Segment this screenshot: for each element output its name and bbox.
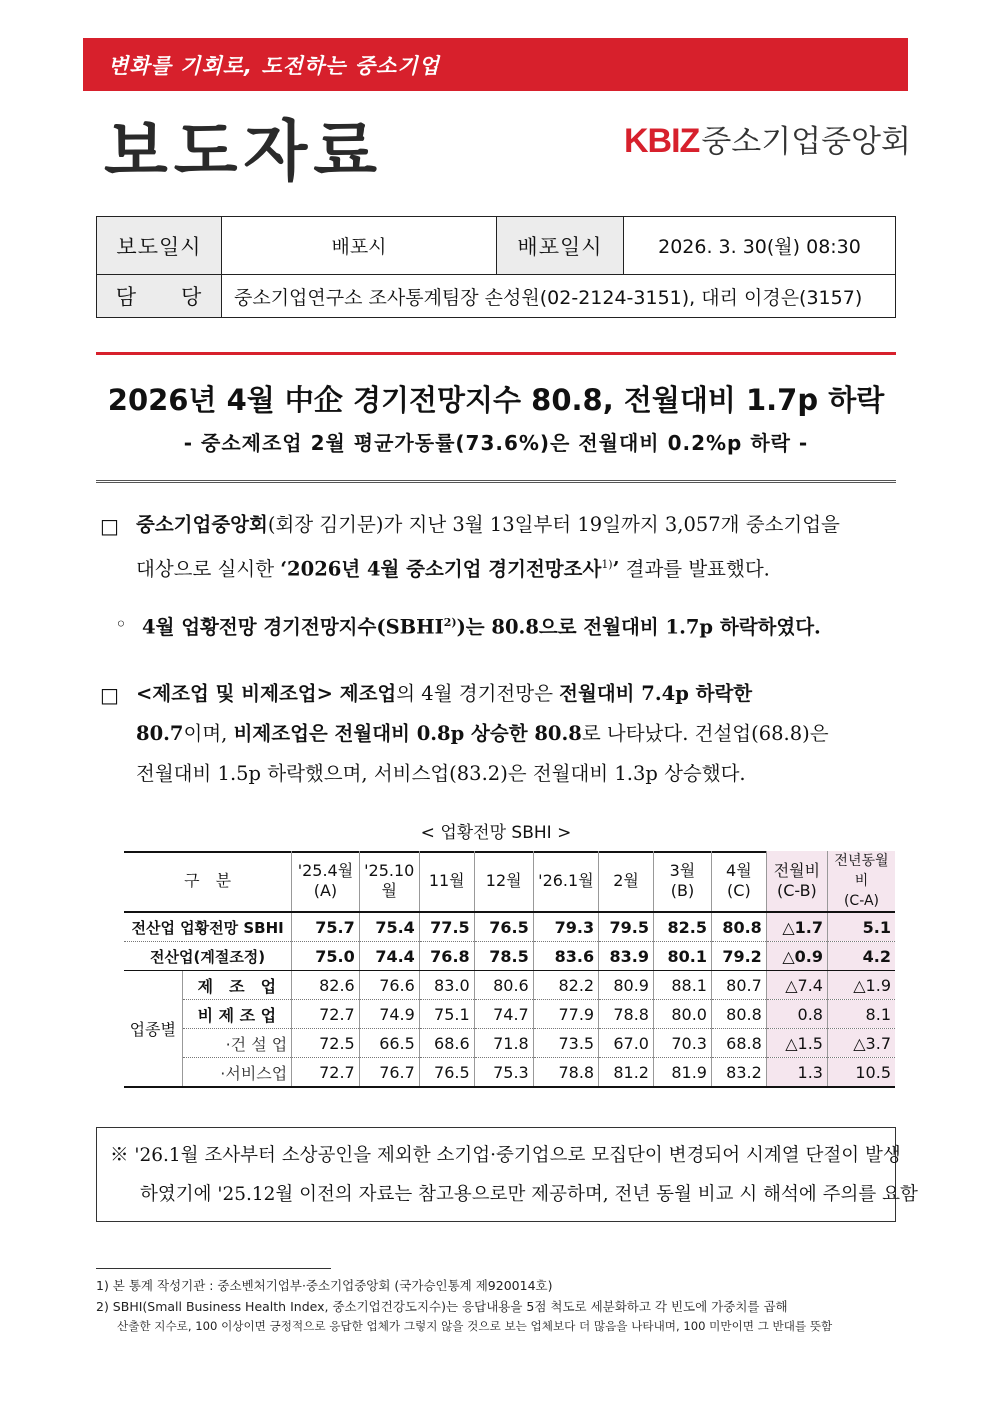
table-cell: △1.9	[827, 971, 895, 1000]
header-cell: 2월	[599, 851, 654, 912]
text: 전월대비 7.4p 하락한	[559, 682, 753, 705]
table-cell: 81.2	[599, 1058, 654, 1088]
table-cell: 8.1	[827, 1000, 895, 1029]
org-name: 중소기업중앙회	[136, 513, 268, 536]
table-cell: 80.6	[474, 971, 533, 1000]
slogan: 변화를 기회로, 도전하는 중소기업	[108, 54, 440, 78]
contact-value: 중소기업연구소 조사통계팀장 손성원(02-2124-3151), 대리 이경은(3157)	[222, 275, 896, 318]
text: 로 나타났다. 건설업(68.8)은	[581, 722, 829, 745]
table-cell: 73.5	[533, 1029, 598, 1058]
footnote-ref: 2)	[443, 616, 457, 629]
footnote-ref: 1)	[601, 558, 613, 571]
table-cell: 77.5	[419, 912, 474, 942]
table-cell: 66.5	[359, 1029, 419, 1058]
table-cell: 80.0	[653, 1000, 711, 1029]
paragraph-1-line-1	[136, 506, 840, 544]
table-row	[124, 942, 895, 971]
table-cell: 82.5	[653, 912, 711, 942]
footnote-1: 1) 본 통계 작성기관 : 중소벤처기업부·중소기업중앙회 (국가승인통계 제920014호)	[96, 1278, 553, 1293]
table-cell: △3.7	[827, 1029, 895, 1058]
table-cell: △0.9	[766, 942, 827, 971]
table-title: < 업황전망 SBHI >	[420, 823, 572, 843]
text: ’	[612, 557, 620, 581]
table-cell: 72.7	[292, 1000, 360, 1029]
header-cell: 전월비 (C-B)	[766, 851, 827, 912]
table-cell: 79.5	[599, 912, 654, 942]
table-cell: 79.3	[533, 912, 598, 942]
table-cell: 83.6	[533, 942, 598, 971]
text: 비제조업은 전월대비 0.8p 상승한 80.8	[233, 722, 582, 745]
table-cell: 80.9	[599, 971, 654, 1000]
table-cell: 78.8	[533, 1058, 598, 1088]
paragraph-3-line-3: 전월대비 1.5p 하락했으며, 서비스업(83.2)은 전월대비 1.3p 상승했다.	[136, 762, 746, 785]
table-cell: 74.9	[359, 1000, 419, 1029]
release-info-table	[96, 216, 896, 318]
table-cell: △7.4	[766, 971, 827, 1000]
table-cell: 75.0	[292, 942, 360, 971]
table-cell: 79.2	[711, 942, 766, 971]
table-cell: 75.4	[359, 912, 419, 942]
table-cell: 76.5	[419, 1058, 474, 1088]
note-line-1: ※ '26.1월 조사부터 소상공인을 제외한 소기업·중기업으로 모집단이 변경되어 시계열 단절이 발생	[110, 1145, 901, 1166]
document-title: 보도자료	[104, 113, 384, 190]
distribution-date-value: 2026. 3. 30(월) 08:30	[624, 217, 896, 275]
table-row	[124, 1058, 895, 1088]
text: 4월 업황전망 경기전망지수(SBHI	[142, 615, 444, 639]
table-cell: 72.5	[292, 1029, 360, 1058]
header-cell: '26.1월	[533, 851, 598, 912]
square-bullet: □	[100, 514, 119, 538]
square-bullet: □	[100, 683, 119, 707]
text: 제조업	[332, 682, 397, 705]
header-cell: 4월 (C)	[711, 851, 766, 912]
header-cell: 구 분	[124, 851, 292, 912]
table-cell: 10.5	[827, 1058, 895, 1088]
table-cell: 82.6	[292, 971, 360, 1000]
table-row	[124, 1029, 895, 1058]
table-cell: 0.8	[766, 1000, 827, 1029]
row-label: 전산업(계절조정)	[124, 942, 292, 971]
footnote-2-line-1: 2) SBHI(Small Business Health Index, 중소기업건강도지수)는 응답내용을 5점 척도로 세분화하고 각 빈도에 가중치를 곱해	[96, 1299, 788, 1314]
paragraph-3-line-2	[136, 715, 829, 753]
text: )는 80.8으로 전월대비 1.7p 하락하였다.	[456, 615, 821, 639]
table-cell: 70.3	[653, 1029, 711, 1058]
text: 결과를 발표했다.	[619, 557, 770, 581]
paragraph-3-line-1	[136, 675, 752, 713]
table-cell: 80.1	[653, 942, 711, 971]
text: 이며,	[183, 722, 234, 745]
double-divider	[96, 480, 896, 483]
table-cell: 76.5	[474, 912, 533, 942]
distribution-date-label: 배포일시	[497, 217, 624, 275]
survey-name: ‘2026년 4월 중소기업 경기전망조사	[280, 557, 602, 581]
table-cell: 80.8	[711, 1000, 766, 1029]
table-cell: 4.2	[827, 942, 895, 971]
table-cell: 76.6	[359, 971, 419, 1000]
paragraph-2	[142, 604, 821, 647]
table-cell: 76.8	[419, 942, 474, 971]
table-header-row	[124, 851, 895, 912]
header-cell: '25.4월 (A)	[292, 851, 360, 912]
table-cell: 74.7	[474, 1000, 533, 1029]
text: 대상으로 실시한	[136, 557, 281, 581]
header-cell: 3월 (B)	[653, 851, 711, 912]
table-cell: 80.7	[711, 971, 766, 1000]
release-date-value: 배포시	[222, 217, 497, 275]
row-label: 전산업 업황전망 SBHI	[124, 912, 292, 942]
table-cell: 75.1	[419, 1000, 474, 1029]
sbhi-table	[124, 851, 895, 1088]
table-row	[124, 971, 895, 1000]
table-cell: 1.3	[766, 1058, 827, 1088]
footnote-rule	[96, 1268, 331, 1269]
table-cell: 78.8	[599, 1000, 654, 1029]
table-cell: 67.0	[599, 1029, 654, 1058]
table-cell: 77.9	[533, 1000, 598, 1029]
table-row	[124, 1000, 895, 1029]
note-line-2: 하였기에 '25.12월 이전의 자료는 참고용으로만 제공하며, 전년 동월 비교 시 해석에 주의를 요함	[140, 1184, 918, 1205]
table-cell: 78.5	[474, 942, 533, 971]
header-cell: 12월	[474, 851, 533, 912]
logo-mark: KBIZ	[624, 122, 700, 160]
headline: 2026년 4월 中企 경기전망지수 80.8, 전월대비 1.7p 하락	[107, 383, 885, 417]
table-cell: 5.1	[827, 912, 895, 942]
text: 80.7	[136, 722, 184, 745]
section-title: <제조업 및 비제조업>	[136, 682, 333, 705]
table-cell: △1.7	[766, 912, 827, 942]
release-date-label: 보도일시	[97, 217, 222, 275]
text: 의 4월 경기전망은	[396, 682, 560, 705]
text: (회장 김기문)가 지난 3월 13일부터 19일까지 3,057개 중소기업을	[267, 513, 840, 536]
table-cell: 76.7	[359, 1058, 419, 1088]
footnote-2-line-2: 산출한 지수로, 100 이상이면 긍정적으로 응답한 업체가 그렇지 않을 것으로 보는 업체보다 더 많음을 나타내며, 100 미만이면 그 반대를 뜻함	[117, 1319, 833, 1333]
table-cell: △1.5	[766, 1029, 827, 1058]
header-cell: 전년동월비 (C-A)	[827, 851, 895, 912]
logo-org-name: 중소기업중앙회	[701, 124, 911, 160]
table-cell: 83.2	[711, 1058, 766, 1088]
table-cell: 74.4	[359, 942, 419, 971]
table-row	[124, 912, 895, 942]
table-cell: 75.3	[474, 1058, 533, 1088]
row-label: 제 조 업	[182, 971, 292, 1000]
header-cell: 11월	[419, 851, 474, 912]
table-cell: 83.9	[599, 942, 654, 971]
table-cell: 72.7	[292, 1058, 360, 1088]
table-cell: 71.8	[474, 1029, 533, 1058]
table-cell: 81.9	[653, 1058, 711, 1088]
table-cell: 68.8	[711, 1029, 766, 1058]
contact-label: 담 당	[97, 275, 222, 318]
table-cell: 83.0	[419, 971, 474, 1000]
row-label: 비 제 조 업	[182, 1000, 292, 1029]
circle-bullet: ◦	[115, 612, 127, 636]
table-cell: 82.2	[533, 971, 598, 1000]
red-divider	[96, 352, 896, 355]
header-cell: '25.10월	[359, 851, 419, 912]
kbiz-logo	[624, 116, 911, 161]
row-label: ·건 설 업	[182, 1029, 292, 1058]
table-cell: 75.7	[292, 912, 360, 942]
table-cell: 80.8	[711, 912, 766, 942]
group-label: 업종별	[124, 971, 182, 1088]
row-label: ·서비스업	[182, 1058, 292, 1088]
subheadline: - 중소제조업 2월 평균가동률(73.6%)은 전월대비 0.2%p 하락 -	[183, 431, 809, 455]
paragraph-1-line-2	[136, 546, 770, 589]
table-cell: 88.1	[653, 971, 711, 1000]
table-cell: 68.6	[419, 1029, 474, 1058]
